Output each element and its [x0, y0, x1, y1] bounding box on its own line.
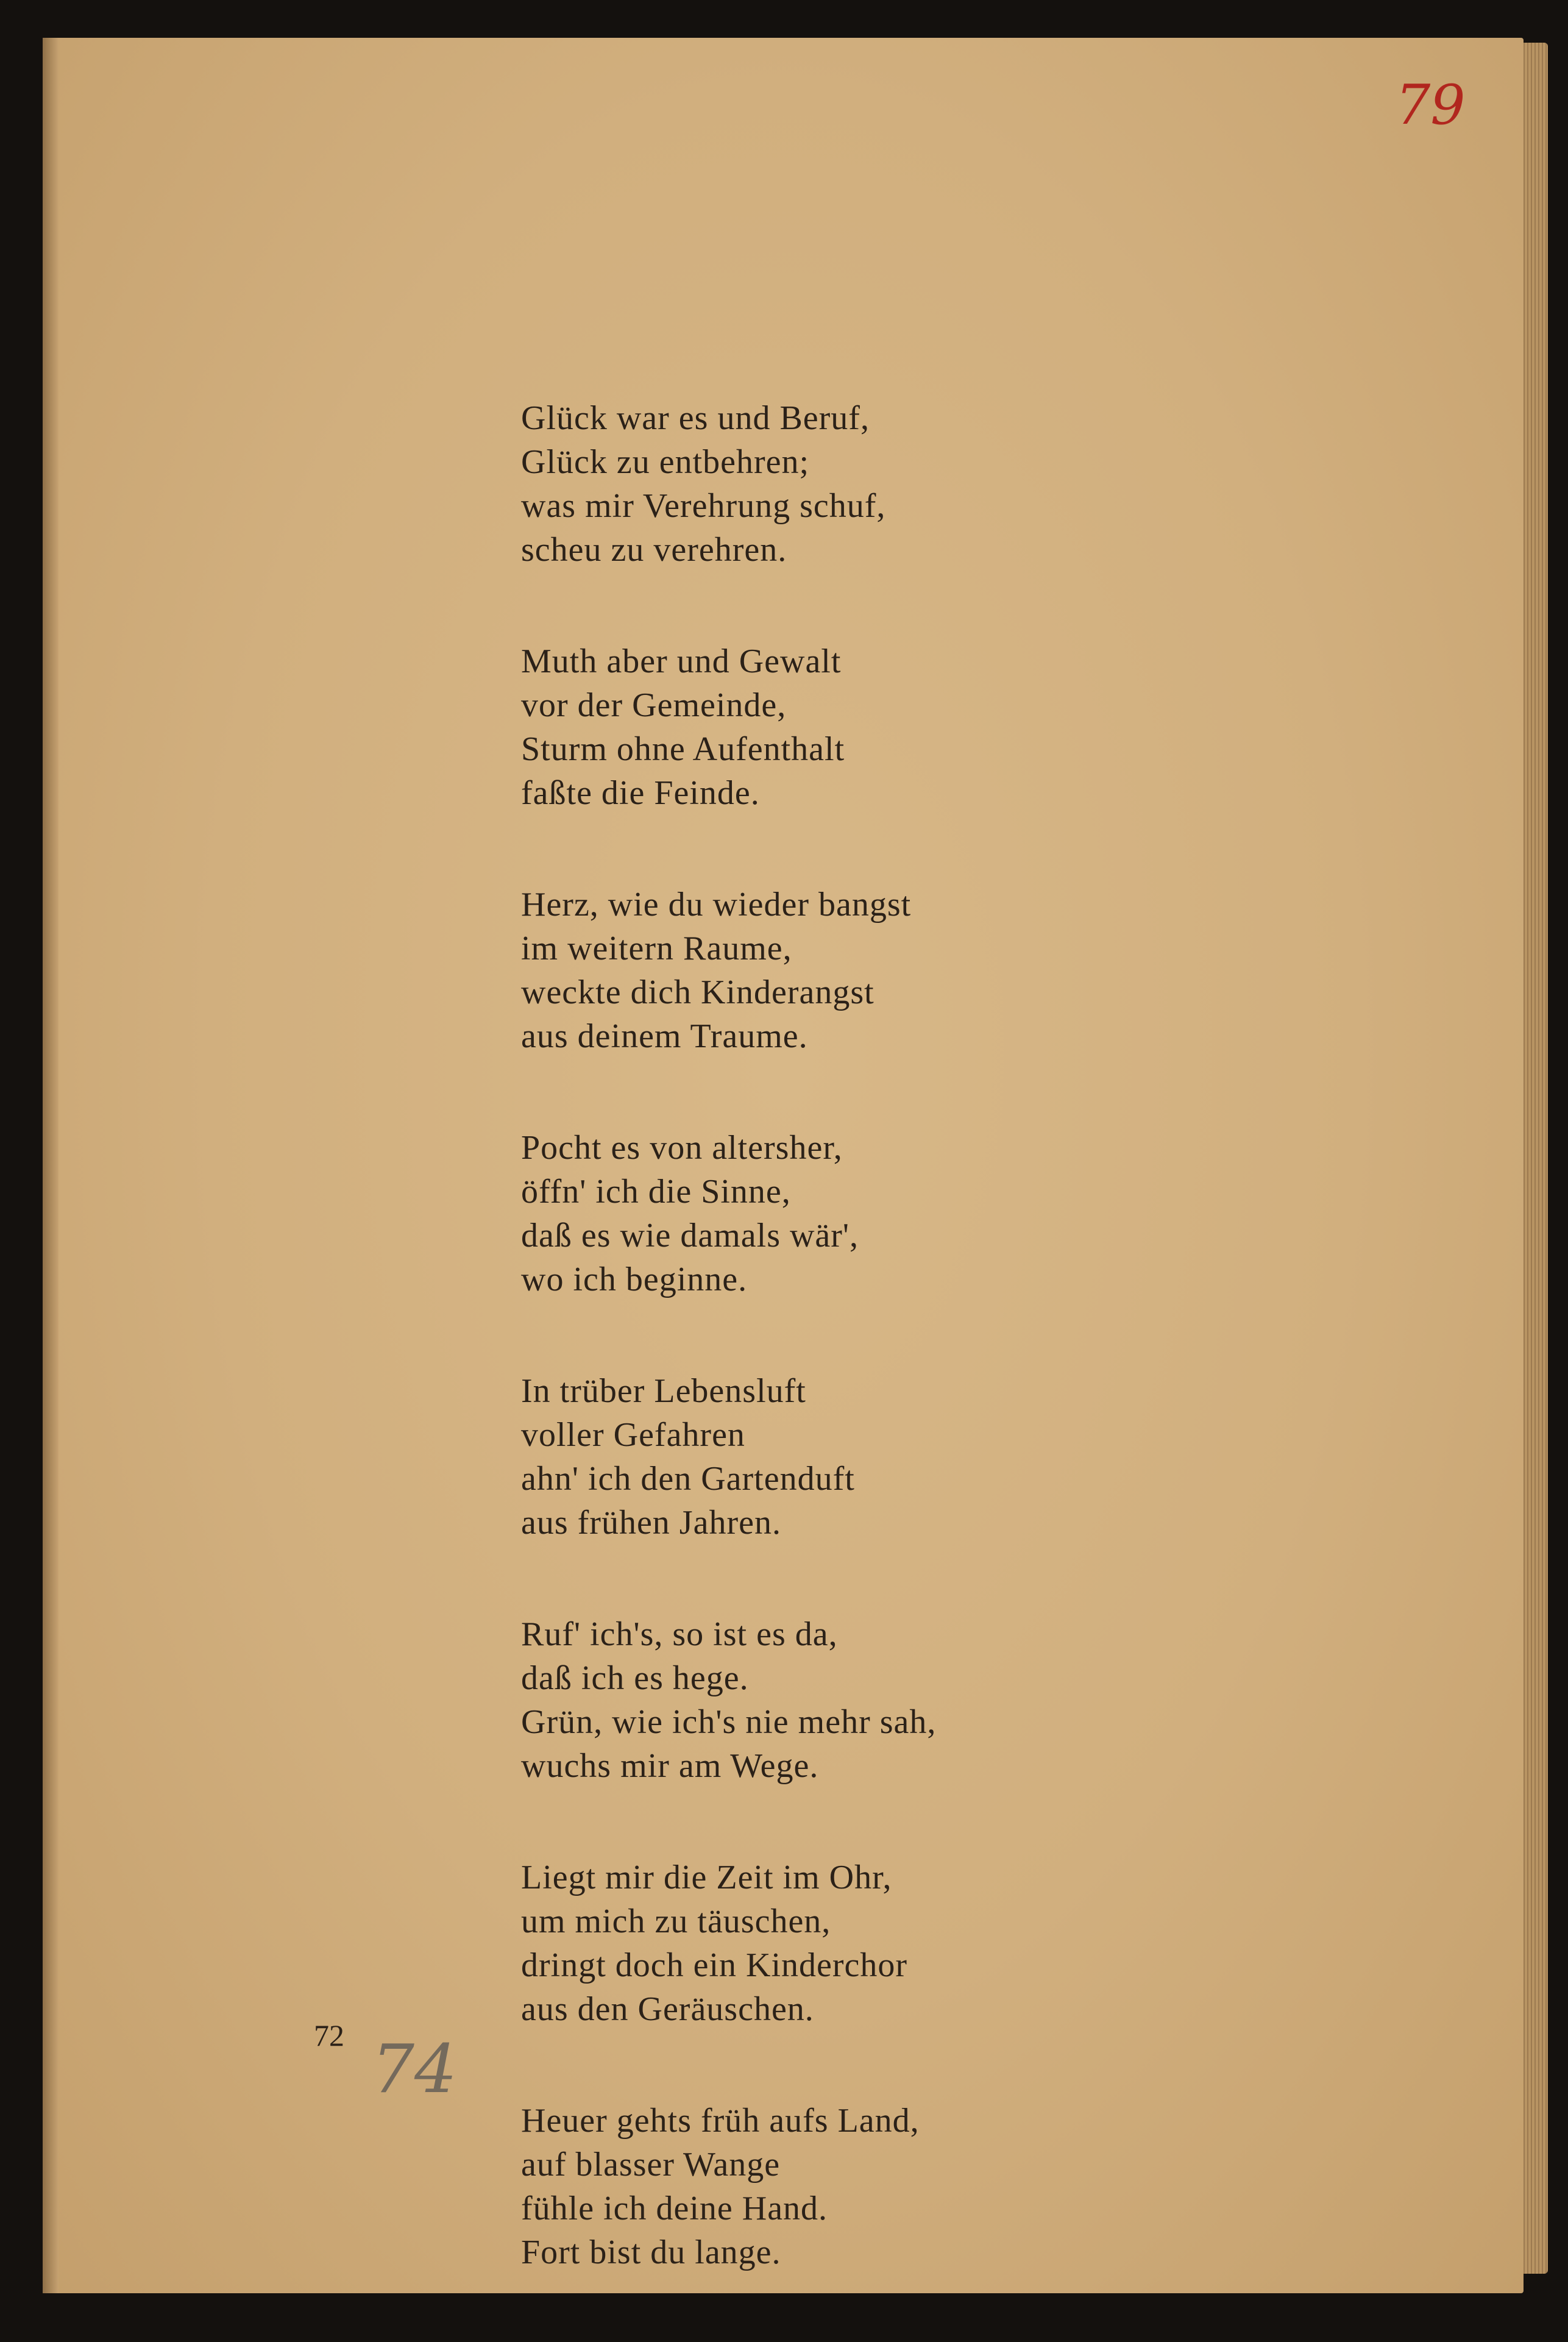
stanza	[521, 883, 936, 1058]
book-spine	[43, 38, 59, 2293]
poem-line: weckte dich Kinderangst	[521, 973, 874, 1011]
poem-line: öffn' ich die Sinne,	[521, 1173, 791, 1211]
poem-line: Muth aber und Gewalt	[521, 642, 842, 680]
poem-line: fühle ich deine Hand.	[521, 2190, 828, 2227]
stanza	[521, 1856, 936, 2031]
poem-line: vor der Gemeinde,	[521, 686, 787, 724]
stanza	[521, 639, 936, 815]
poem-line: wo ich beginne.	[521, 1261, 748, 1298]
handwritten-archive-number: 79	[1396, 73, 1466, 137]
poem-line: aus den Geräuschen.	[521, 1990, 814, 2028]
stanza	[521, 2099, 936, 2274]
poem-line: scheu zu verehren.	[521, 531, 787, 569]
poem-line: voller Gefahren	[521, 1416, 745, 1454]
poem-line: aus deinem Traume.	[521, 1017, 808, 1055]
poem-line: aus frühen Jahren.	[521, 1504, 781, 1542]
poem-line: Pocht es von altersher,	[521, 1129, 843, 1167]
poem-line: Liegt mir die Zeit im Ohr,	[521, 1859, 892, 1896]
page-number: 72	[314, 2018, 344, 2052]
poem-line: Glück war es und Beruf,	[521, 399, 870, 437]
poem-line: daß ich es hege.	[521, 1659, 749, 1697]
stanza	[521, 1612, 936, 1788]
poem-line: um mich zu täuschen,	[521, 1902, 831, 1940]
poem-line: im weitern Raume,	[521, 930, 792, 967]
poem-line: Glück zu entbehren;	[521, 443, 810, 481]
poem-line: Fort bist du lange.	[521, 2233, 781, 2271]
stanza	[521, 1369, 936, 1545]
poem-line: Heuer gehts früh aufs Land,	[521, 2102, 920, 2140]
poem-line: wuchs mir am Wege.	[521, 1747, 819, 1785]
poem-line: Herz, wie du wieder bangst	[521, 886, 912, 924]
poem-line: ahn' ich den Gartenduft	[521, 1460, 855, 1498]
stanza	[521, 1126, 936, 1301]
poem-line: faßte die Feinde.	[521, 774, 760, 812]
poem-line: Sturm ohne Aufenthalt	[521, 730, 845, 768]
poem-line: was mir Verehrung schuf,	[521, 487, 886, 525]
pencil-note: 74	[372, 2030, 457, 2108]
poem-line: auf blasser Wange	[521, 2146, 781, 2184]
poem-line: In trüber Lebensluft	[521, 1372, 806, 1410]
stanza	[521, 396, 936, 572]
poem-line: Ruf' ich's, so ist es da,	[521, 1615, 838, 1653]
poem	[521, 396, 936, 2342]
poem-line: daß es wie damals wär',	[521, 1217, 859, 1255]
poem-line: dringt doch ein Kinderchor	[521, 1946, 908, 1984]
poem-line: Grün, wie ich's nie mehr sah,	[521, 1703, 937, 1741]
